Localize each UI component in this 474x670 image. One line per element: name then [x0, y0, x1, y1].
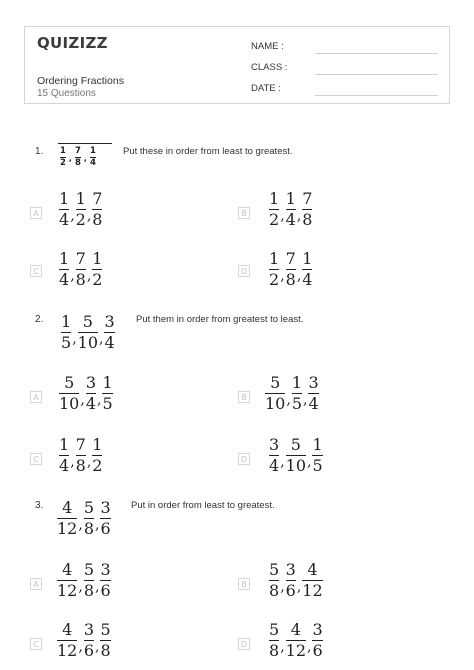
question-fractions [58, 147, 98, 167]
comma-separator: , [296, 268, 302, 284]
denominator: 4 [59, 210, 70, 229]
worksheet-title: Ordering Fractions [37, 75, 124, 87]
numerator: 5 [83, 560, 94, 579]
denominator: 4 [104, 333, 115, 352]
comma-separator: , [280, 579, 285, 595]
denominator: 2 [269, 270, 280, 289]
comma-separator: , [72, 331, 77, 347]
fraction [88, 147, 98, 167]
numerator: 3 [83, 620, 94, 639]
numerator: 1 [312, 435, 323, 454]
fraction [285, 622, 307, 659]
denominator: 12 [285, 641, 306, 660]
denominator: 8 [269, 581, 280, 600]
numerator: 1 [60, 146, 66, 156]
fraction [91, 437, 103, 474]
comma-separator: , [86, 268, 92, 284]
fraction [301, 251, 313, 288]
numerator: 5 [270, 373, 281, 392]
option-d-fractions[interactable] [268, 251, 313, 288]
fraction [83, 500, 95, 537]
fraction [75, 251, 87, 288]
fraction [56, 500, 78, 537]
option-a-label[interactable]: A [30, 207, 42, 219]
worksheet-header [24, 26, 450, 104]
question-number: 1. [35, 146, 44, 157]
denominator: 4 [59, 270, 70, 289]
numerator: 3 [269, 435, 280, 454]
numerator: 7 [75, 249, 86, 268]
numerator: 3 [85, 373, 96, 392]
numerator: 1 [92, 249, 103, 268]
fraction [73, 147, 83, 167]
question-fractions [60, 314, 116, 351]
numerator: 7 [285, 249, 296, 268]
option-b-fractions[interactable] [268, 562, 324, 599]
question-prompt: Put in order from least to greatest. [131, 500, 275, 511]
numerator: 1 [59, 249, 70, 268]
comma-separator: , [280, 454, 285, 470]
date-line[interactable] [315, 95, 438, 96]
denominator: 8 [92, 210, 103, 229]
numerator: 4 [62, 498, 73, 517]
numerator: 5 [269, 620, 280, 639]
denominator: 8 [74, 157, 81, 168]
fraction [83, 562, 95, 599]
comma-separator: , [280, 208, 285, 224]
denominator: 4 [285, 210, 296, 229]
denominator: 12 [302, 581, 323, 600]
comma-separator: , [86, 454, 92, 470]
class-label: CLASS : [251, 62, 288, 73]
comma-separator: , [307, 454, 312, 470]
comma-separator: , [70, 208, 75, 224]
comma-separator: , [70, 268, 75, 284]
comma-separator: , [86, 208, 92, 224]
denominator: 10 [265, 394, 286, 413]
option-a-fractions[interactable] [56, 562, 112, 599]
denominator: 8 [83, 581, 94, 600]
comma-separator: , [99, 331, 104, 347]
comma-separator: , [78, 639, 83, 655]
option-a-fractions[interactable] [58, 191, 103, 228]
denominator: 5 [61, 333, 72, 352]
comma-separator: , [78, 517, 83, 533]
fraction [75, 437, 87, 474]
numerator: 1 [75, 189, 86, 208]
option-a-fractions[interactable] [58, 375, 114, 412]
comma-separator: , [70, 454, 75, 470]
fraction [268, 562, 280, 599]
fraction [307, 375, 319, 412]
option-c-label[interactable]: C [30, 265, 42, 277]
denominator: 2 [75, 210, 86, 229]
fraction [268, 622, 280, 659]
question-fractions [56, 500, 112, 537]
fraction [58, 251, 70, 288]
denominator: 5 [312, 456, 323, 475]
denominator: 5 [291, 394, 302, 413]
numerator: 7 [302, 189, 313, 208]
comma-separator: , [78, 579, 83, 595]
overline [58, 143, 112, 144]
denominator: 2 [92, 270, 103, 289]
numerator: 3 [104, 312, 115, 331]
numerator: 5 [290, 435, 301, 454]
numerator: 1 [269, 249, 280, 268]
numerator: 1 [59, 435, 70, 454]
denominator: 8 [302, 210, 313, 229]
fraction [101, 375, 113, 412]
numerator: 5 [82, 312, 93, 331]
denominator: 5 [102, 394, 113, 413]
numerator: 4 [62, 560, 73, 579]
fraction [103, 314, 115, 351]
comma-separator: , [95, 639, 100, 655]
numerator: 3 [100, 498, 111, 517]
option-b-fractions[interactable] [268, 191, 313, 228]
denominator: 4 [89, 157, 96, 168]
fraction [56, 622, 78, 659]
numerator: 4 [307, 560, 318, 579]
denominator: 6 [285, 581, 296, 600]
fraction [91, 251, 103, 288]
numerator: 5 [64, 373, 75, 392]
numerator: 5 [83, 498, 94, 517]
name-line[interactable] [315, 53, 438, 54]
fraction [291, 375, 303, 412]
fraction [311, 437, 323, 474]
denominator: 2 [92, 456, 103, 475]
numerator: 1 [61, 312, 72, 331]
denominator: 8 [269, 641, 280, 660]
numerator: 1 [291, 373, 302, 392]
question-number: 3. [35, 500, 44, 511]
fraction [268, 191, 280, 228]
denominator: 10 [285, 456, 306, 475]
fraction [268, 251, 280, 288]
question-prompt: Put these in order from least to greatest. [123, 146, 293, 157]
denominator: 6 [100, 581, 111, 600]
denominator: 2 [269, 210, 280, 229]
option-b-label[interactable]: B [238, 391, 250, 403]
fraction [77, 314, 99, 351]
quizizz-logo: QUIZIZZ [37, 34, 108, 52]
numerator: 3 [308, 373, 319, 392]
comma-separator: , [80, 392, 85, 408]
denominator: 12 [57, 641, 78, 660]
fraction [75, 191, 87, 228]
comma-separator: , [95, 579, 100, 595]
fraction [301, 562, 323, 599]
fraction [311, 622, 323, 659]
option-c-label[interactable]: C [30, 638, 42, 650]
numerator: 1 [269, 189, 280, 208]
fraction [83, 622, 95, 659]
numerator: 1 [89, 146, 96, 156]
denominator: 2 [60, 157, 66, 168]
numerator: 7 [74, 146, 81, 156]
fraction [285, 191, 297, 228]
denominator: 4 [269, 456, 280, 475]
fraction [264, 375, 286, 412]
denominator: 8 [75, 456, 86, 475]
denominator: 8 [75, 270, 86, 289]
comma-separator: , [296, 208, 302, 224]
numerator: 5 [269, 560, 280, 579]
option-d-label[interactable]: D [238, 638, 250, 650]
fraction [91, 191, 103, 228]
class-line[interactable] [315, 74, 438, 75]
comma-separator: , [286, 392, 291, 408]
numerator: 1 [102, 373, 113, 392]
fraction [285, 437, 307, 474]
numerator: 7 [92, 189, 103, 208]
fraction [58, 147, 68, 167]
numerator: 3 [312, 620, 323, 639]
denominator: 6 [100, 519, 111, 538]
comma-separator: , [97, 392, 102, 408]
denominator: 10 [59, 394, 80, 413]
option-c-fractions[interactable] [56, 622, 112, 659]
denominator: 12 [57, 519, 78, 538]
comma-separator: , [280, 639, 285, 655]
name-label: NAME : [251, 41, 284, 52]
option-c-fractions[interactable] [58, 437, 103, 474]
numerator: 1 [59, 189, 70, 208]
comma-separator: , [296, 579, 302, 595]
comma-separator: , [303, 392, 308, 408]
fraction [268, 437, 280, 474]
denominator: 4 [85, 394, 96, 413]
question-prompt: Put them in order from greatest to least. [136, 314, 304, 325]
fraction [85, 375, 97, 412]
question-count: 15 Questions [37, 88, 96, 99]
fraction [58, 375, 80, 412]
comma-separator: , [83, 154, 87, 163]
option-d-label[interactable]: D [238, 265, 250, 277]
denominator: 4 [308, 394, 319, 413]
fraction [99, 622, 111, 659]
fraction [285, 562, 297, 599]
numerator: 1 [92, 435, 103, 454]
numerator: 5 [100, 620, 111, 639]
denominator: 4 [59, 456, 70, 475]
option-d-fractions[interactable] [268, 622, 324, 659]
fraction [99, 500, 111, 537]
option-b-fractions[interactable] [264, 375, 320, 412]
fraction [301, 191, 313, 228]
comma-separator: , [307, 639, 312, 655]
denominator: 8 [100, 641, 111, 660]
denominator: 12 [57, 581, 78, 600]
fraction [56, 562, 78, 599]
option-a-label[interactable]: A [30, 391, 42, 403]
numerator: 1 [285, 189, 296, 208]
numerator: 3 [100, 560, 111, 579]
numerator: 4 [290, 620, 301, 639]
comma-separator: , [280, 268, 285, 284]
numerator: 3 [285, 560, 296, 579]
denominator: 6 [312, 641, 323, 660]
option-d-fractions[interactable] [268, 437, 324, 474]
comma-separator: , [95, 517, 100, 533]
option-b-label[interactable]: B [238, 207, 250, 219]
numerator: 4 [62, 620, 73, 639]
fraction [285, 251, 297, 288]
option-c-fractions[interactable] [58, 251, 103, 288]
fraction [99, 562, 111, 599]
date-label: DATE : [251, 83, 281, 94]
denominator: 8 [285, 270, 296, 289]
denominator: 8 [83, 519, 94, 538]
denominator: 4 [302, 270, 313, 289]
fraction [60, 314, 72, 351]
fraction [58, 437, 70, 474]
fraction [58, 191, 70, 228]
denominator: 6 [83, 641, 94, 660]
comma-separator: , [68, 154, 72, 163]
option-d-label[interactable]: D [238, 453, 250, 465]
denominator: 10 [77, 333, 98, 352]
option-b-label[interactable]: B [238, 578, 250, 590]
option-a-label[interactable]: A [30, 578, 42, 590]
option-c-label[interactable]: C [30, 453, 42, 465]
numerator: 7 [75, 435, 86, 454]
numerator: 1 [302, 249, 313, 268]
question-number: 2. [35, 314, 44, 325]
